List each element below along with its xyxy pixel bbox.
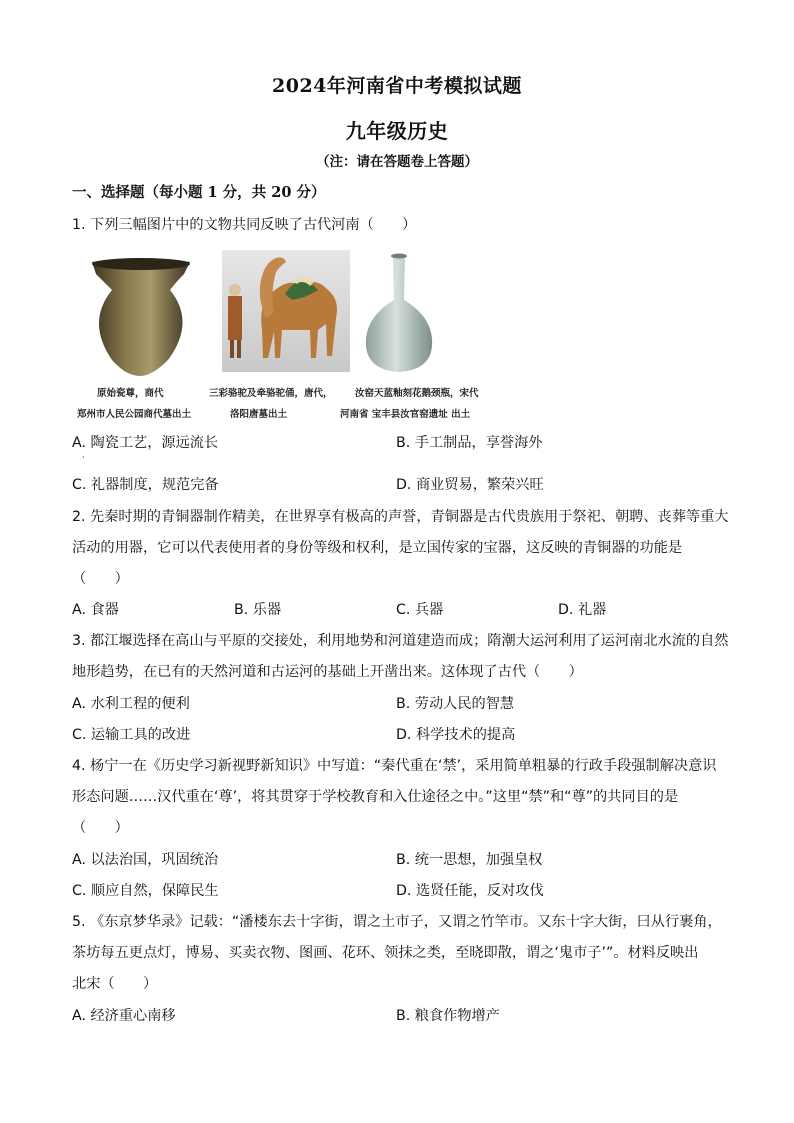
figure-caption: 三彩骆驼及牵骆驼俑，唐代， — [209, 388, 333, 399]
exam-subject: 九年级历史 — [345, 119, 449, 143]
q5-line-3: 北宋（ ） — [72, 976, 158, 992]
q1-option-c: C. 礼器制度，规范完备 — [72, 477, 219, 493]
q4-option-b: B. 统一思想，加强皇权 — [396, 852, 543, 868]
q3-option-c: C. 运输工具的改进 — [72, 727, 191, 743]
figure-caption: 郑州市人民公园商代墓出土 — [77, 409, 192, 420]
q3-line-2: 地形趋势，在已有的天然河道和古运河的基础上开凿出来。这体现了古代（ ） — [72, 664, 583, 680]
q2-line-2: 活动的用器，它可以代表使用者的身份等级和权利，是立国传家的宝器，这反映的青铜器的功能是 — [72, 540, 683, 556]
q5-line-2: 茶坊每五更点灯，博易、买卖衣物、图画、花环、领抹之类，至晓即散，谓之‘鬼市子’”。材料反映出 — [72, 945, 699, 961]
q2-option-c: C. 兵器 — [396, 602, 444, 618]
figure-vessel-zun — [92, 258, 190, 376]
q4-option-d: D. 选贤任能，反对攻伐 — [396, 883, 544, 899]
q3-option-a: A. 水利工程的便利 — [72, 696, 190, 712]
q2-line-1: 2. 先秦时期的青铜器制作精美，在世界享有极高的声誉，青铜器是古代贵族用于祭祀、朝聘、丧葬等重大 — [72, 509, 729, 525]
q2-option-a: A. 食器 — [72, 602, 119, 618]
q2-option-d: D. 礼器 — [558, 602, 607, 618]
figure-caption: 洛阳唐墓出土 — [230, 409, 288, 420]
figure-caption: 原始瓷尊，商代 — [97, 388, 164, 399]
q1-option-a: A. 陶瓷工艺，源远流长 — [72, 435, 219, 451]
figure-ru-vase — [366, 254, 432, 373]
q4-line-1: 4. 杨宁一在《历史学习新视野新知识》中写道：“秦代重在‘禁’，采用简单粗暴的行政手段强制解决意识 — [72, 758, 717, 774]
exam-title: 2024年河南省中考模拟试题 — [272, 75, 522, 97]
q4-line-3: （ ） — [72, 820, 129, 836]
exam-note: （注：请在答题卷上答题） — [316, 154, 478, 170]
q3-line-1: 3. 都江堰选择在高山与平原的交接处，利用地势和河道建造而成；隋潮大运河利用了运河南北水流的自然 — [72, 633, 729, 649]
q3-option-b: B. 劳动人民的智慧 — [396, 696, 515, 712]
q2-option-b: B. 乐器 — [234, 602, 282, 618]
section-heading: 一、选择题（每小题 1 分，共 20 分） — [72, 184, 326, 201]
q4-option-a: A. 以法治国，巩固统治 — [72, 852, 219, 868]
q1-figures — [0, 0, 794, 400]
figure-caption: 河南省 宝丰县汝官窑遗址 出土 — [340, 409, 471, 420]
q5-option-b: B. 粮食作物增产 — [396, 1008, 500, 1024]
q4-line-2: 形态问题……汉代重在‘尊’，将其贯穿于学校教育和入仕途径之中。”这里“禁”和“尊”的共同目的是 — [72, 789, 679, 805]
q2-line-3: （ ） — [72, 571, 129, 587]
q5-line-1: 5. 《东京梦华录》记载：“潘楼东去十字街，谓之土市子，又谓之竹竿市。又东十字大街，曰从行裹角， — [72, 914, 722, 930]
stray-dot: · — [82, 453, 85, 462]
q4-option-c: C. 顺应自然，保障民生 — [72, 883, 219, 899]
figure-sancai-camel — [222, 250, 350, 372]
q1-option-b: B. 手工制品，享誉海外 — [396, 435, 543, 451]
q3-option-d: D. 科学技术的提高 — [396, 727, 516, 743]
q1-stem: 1. 下列三幅图片中的文物共同反映了古代河南（ ） — [72, 217, 417, 233]
figure-caption: 汝窑天蓝釉刻花鹅颈瓶，宋代 — [355, 388, 479, 399]
q5-option-a: A. 经济重心南移 — [72, 1008, 176, 1024]
q1-option-d: D. 商业贸易，繁荣兴旺 — [396, 477, 544, 493]
